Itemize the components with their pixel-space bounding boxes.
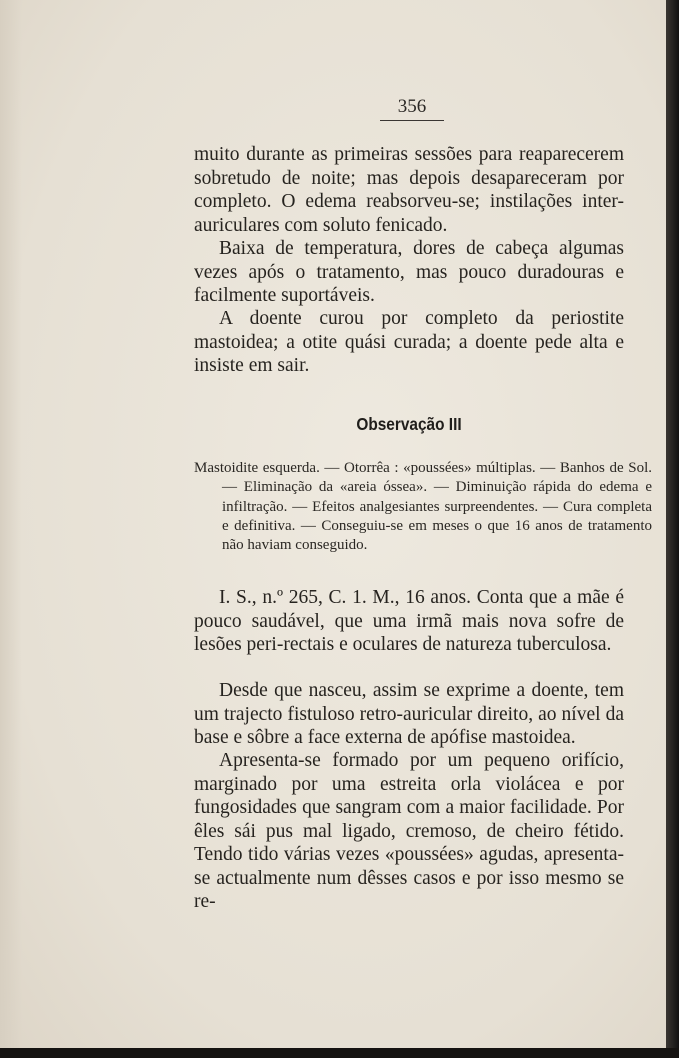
paragraph-presentation <box>194 749 624 914</box>
paragraph-text: Apresenta-se formado por um pequeno orifício, marginado por uma estreita orla violácea e por fungosidades que sangram com a maior facilidade. Por êles sái pus mal ligado, cremoso, de cheiro fétido. Tendo tido várias vezes «poussées» agudas, apresenta-se actualmente num dêsses casos e por isso mesmo se re- <box>194 750 624 912</box>
paragraph-cure <box>194 307 624 378</box>
case-summary: Mastoidite esquerda. — Otorrêa : «poussées» múltiplas. — Banhos de Sol. — Eliminação da «areia óssea». — Diminuição rápida do edema e infiltração. — Efeitos analgesiantes surpreendentes. — Cura completa e definitiva. — Conseguiu-se em meses o que 16 anos de tratamento não haviam conseguido. <box>194 460 652 554</box>
section-heading: Observação III <box>356 414 462 434</box>
page-gutter-shadow <box>0 0 22 1058</box>
paragraph-patient-history <box>194 586 624 657</box>
paragraph-text: muito durante as primeiras sessões para reaparecerem sobretudo de noite; mas depois desapareceram por completo. O edema reabsorveu-se; instilações inter-auriculares com soluto fenicado. <box>194 144 624 236</box>
paragraph-temperature <box>194 237 624 308</box>
paragraph-fistula <box>194 679 624 750</box>
paragraph-text: Desde que nasceu, assim se exprime a doente, tem um trajecto fistuloso retro-auricular direito, ao nível da base e sôbre a face externa de apófise mastoidea. <box>194 680 624 748</box>
scan-bottom-border <box>0 1048 679 1058</box>
page-number: 356 <box>380 96 444 121</box>
paragraph-text: A doente curou por completo da periostite mastoidea; a otite quási curada; a doente pede alta e insiste em sair. <box>194 308 624 376</box>
paragraph-text: Baixa de temperatura, dores de cabeça algumas vezes após o tratamento, mas pouco duradouras e facilmente suportáveis. <box>194 238 624 306</box>
page-edge-shadow <box>666 0 679 1058</box>
paragraph-continuation <box>194 143 624 237</box>
paragraph-text: I. S., n.º 265, C. 1. M., 16 anos. Conta que a mãe é pouco saudável, que uma irmã mais nova sofre de lesões peri-rectais e oculares de natureza tuberculosa. <box>194 587 624 655</box>
